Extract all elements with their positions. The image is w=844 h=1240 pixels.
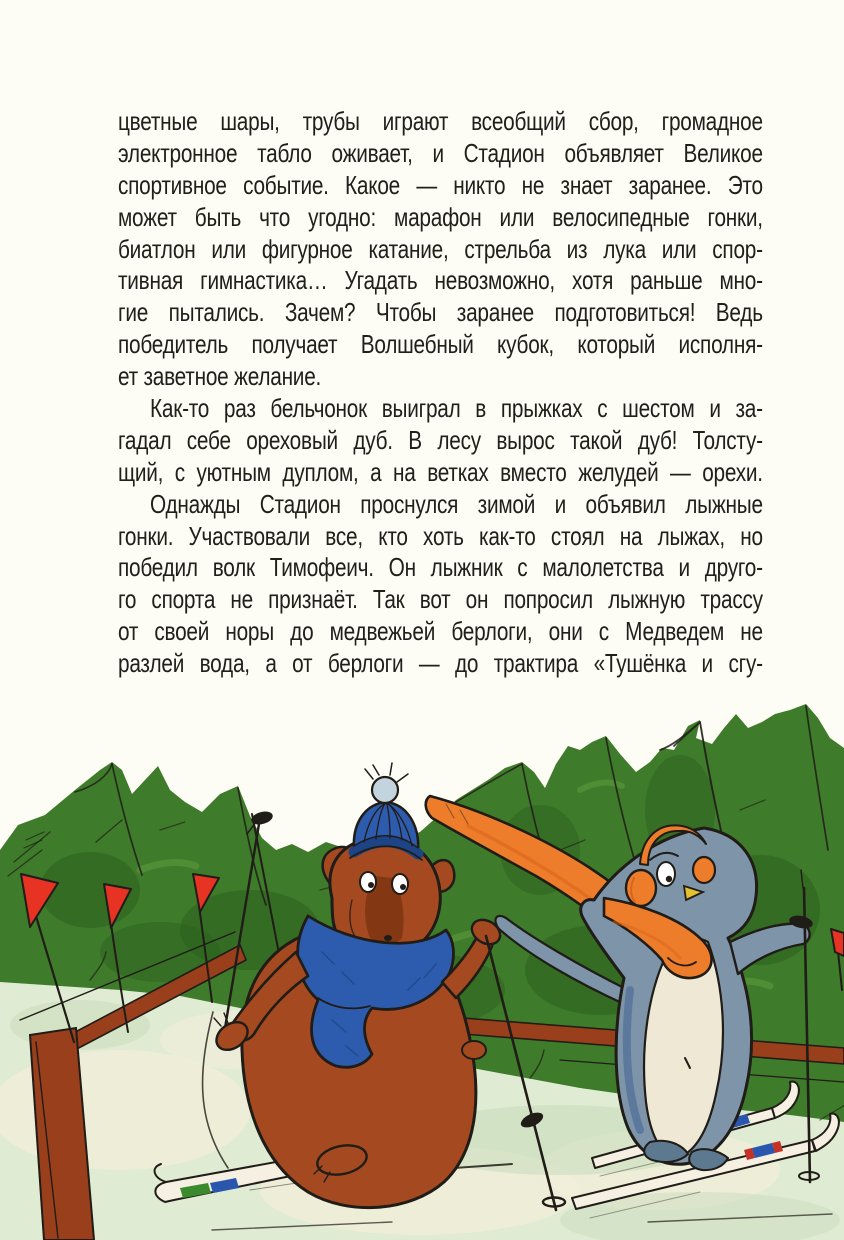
text-line: победил волк Тимофеич. Он лыжник с малолетства и друго- xyxy=(118,552,763,583)
text-line: биатлон или фигурное катание, стрельба из лука или спор- xyxy=(118,233,763,264)
text-line: спортивное событие. Какое — никто не знает заранее. Это xyxy=(118,169,763,200)
text-line: гонки. Участвовали все, кто хоть как-то стоял на лыжах, но xyxy=(118,520,763,551)
text-line: Однажды Стадион проснулся зимой и объявил лыжные xyxy=(150,488,763,519)
text-line: Как-то раз бельчонок выиграл в прыжках с шестом и за- xyxy=(150,393,763,424)
text-line: победитель получает Волшебный кубок, который исполня- xyxy=(118,329,763,360)
illustration xyxy=(0,690,844,1240)
text-line: го спорта не признаёт. Так вот он попросил лыжную трассу xyxy=(118,584,763,615)
text-line: от своей норы до медвежьей берлоги, они с Медведем не xyxy=(118,616,763,647)
story-text xyxy=(118,106,763,680)
bear-hat xyxy=(350,763,422,860)
text-line: тивная гимнастика… Угадать невозможно, хотя раньше мно- xyxy=(118,265,763,296)
text-line: электронное табло оживает, и Стадион объявляет Великое xyxy=(118,137,763,168)
text-line: цветные шары, трубы играют всеобщий сбор, громадное xyxy=(118,106,763,136)
text-line: разлей вода, а от берлоги — до трактира «Тушёнка и сгу- xyxy=(118,648,763,679)
text-line: может быть что угодно: марафон или велосипедные гонки, xyxy=(118,201,763,232)
text-line: гие пытались. Зачем? Чтобы заранее подготовиться! Ведь xyxy=(118,297,763,328)
text-line: ет заветное желание. xyxy=(118,361,322,392)
text-line: щий, с уютным дуплом, а на ветках вместо желудей — орехи. xyxy=(118,456,763,487)
text-line: гадал себе ореховый дуб. В лесу вырос такой дуб! Толсту- xyxy=(118,424,763,455)
